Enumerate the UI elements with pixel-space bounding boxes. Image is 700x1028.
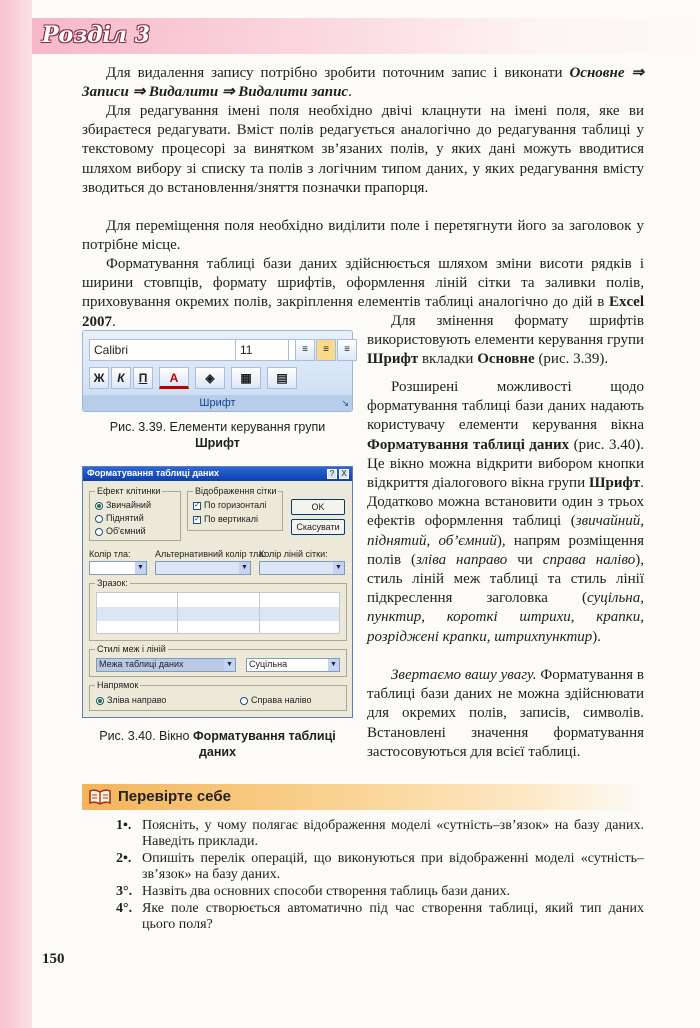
fieldset-legend: Напрямок	[97, 680, 139, 690]
side-decoration-strip	[0, 0, 32, 1028]
paragraph-text: (рис. 3.40). Це вікно можна відкрити вибором кнопки відкриття діалогового вікна групи	[367, 436, 644, 492]
chapter-title: Розділ 3	[42, 22, 150, 48]
horizontal-gridlines-checkbox[interactable]: ✓ По горизонталі	[194, 500, 267, 510]
question-item	[116, 851, 644, 883]
paragraph-text: .	[112, 313, 116, 330]
fieldset-legend: Зразок:	[97, 578, 128, 588]
question-item	[116, 818, 644, 850]
chevron-down-icon: ▼	[333, 562, 344, 574]
bg-color-label: Колір тла:	[89, 549, 131, 559]
sample-fieldset	[89, 578, 347, 641]
font-color-button[interactable]: A	[159, 367, 189, 389]
excel-term: Excel 2007	[82, 294, 644, 330]
sample-preview	[96, 592, 340, 634]
question-text: Яке поле створюється автоматично під час створення таблиці, який тип даних цього поля?	[142, 901, 644, 932]
chevron-down-icon: ▼	[328, 659, 339, 671]
caption-term: Шрифт	[195, 436, 240, 450]
effect-flat-radio[interactable]: Звичайний	[95, 500, 151, 510]
border-type-select[interactable]: Межа таблиці даних ▼	[96, 658, 236, 672]
effect-sunken-radio[interactable]: Об'ємний	[95, 526, 146, 536]
paragraph-advanced-format	[367, 378, 644, 647]
question-number: 3°.	[116, 884, 133, 899]
question-text: Поясніть, у чому полягає відображення моделі «сутність–зв’язок» на базу даних. Наведіть приклади.	[142, 818, 644, 849]
question-item	[116, 901, 644, 933]
paragraph-move-field: Для переміщення поля необхідно виділити поле і перетягнути його за заголовок у потрібне місце.	[82, 218, 644, 254]
alt-bg-color-label: Альтернативний колір тла:	[155, 549, 266, 559]
line-styles-term: суцільна, пунктир, короткі штрихи, крапки, розріджені крапки, штрихпунктир	[367, 590, 644, 645]
paragraph-text: .	[348, 84, 352, 101]
paragraph-attention	[367, 666, 644, 762]
paragraph-text: вкладки	[418, 351, 478, 368]
paragraph-text: (рис. 3.39).	[534, 351, 609, 368]
align-center-icon[interactable]: ≡	[316, 339, 336, 361]
font-ribbon-group	[82, 330, 353, 412]
paragraph-text: ), стиль ліній меж таблиці та стиль лінії підкреслення заголовка (	[367, 551, 645, 607]
line-style-select[interactable]: Суцільна ▼	[246, 658, 340, 672]
caption-term: Форматування таблиці даних	[192, 729, 336, 759]
grid-color-select[interactable]	[259, 561, 345, 575]
gridlines-icon[interactable]: ▦	[231, 367, 261, 389]
alternate-fill-icon[interactable]: ▤	[267, 367, 297, 389]
effect-raised-radio[interactable]: Піднятий	[95, 513, 144, 523]
help-button[interactable]: ?	[327, 469, 337, 479]
font-size-combo[interactable]: 11	[235, 339, 289, 361]
border-styles-fieldset	[89, 644, 347, 677]
paragraph-text: ).	[592, 628, 602, 645]
vertical-gridlines-checkbox[interactable]: ✓ По вертикалі	[194, 514, 259, 524]
underline-button[interactable]: П	[133, 367, 153, 389]
paragraph-text: Форматування таблиці бази даних здійснюється шляхом зміни висоти рядків і ширини стовпців, формату шрифтів, оформлення ліній сітки та заливки полів, приховування окремих полів, закріплення елементів таблиці аналогічно до дій в	[82, 256, 644, 311]
paragraph-font-group	[367, 312, 644, 370]
grid-color-label: Колір ліній сітки:	[259, 549, 328, 559]
question-item	[116, 884, 644, 900]
chevron-down-icon: ▼	[239, 562, 250, 574]
paragraph-text: чи	[507, 551, 543, 568]
fieldset-legend: Стилі меж і ліній	[97, 644, 166, 654]
paragraph-text: Форматування в таблиці бази даних не можна здійснювати для окремих полів, записів, символів. Встановлені значення форматування застосовуються для всієї таблиці.	[367, 667, 644, 760]
font-group-term: Шрифт	[589, 475, 641, 492]
gridlines-fieldset	[187, 486, 283, 531]
page-number: 150	[42, 951, 65, 967]
menu-path: Основне ⇒ Записи ⇒ Видалити ⇒ Видалити запис	[82, 65, 644, 101]
paragraph-text: Для змінення формату шрифтів використовують елементи керування групи	[367, 313, 644, 349]
effects-term: звичайний, піднятий, об’ємний	[367, 513, 644, 549]
question-text: Опишіть перелік операцій, що виконуються при відображенні моделі «сутність–зв’язок» на базу даних.	[142, 851, 644, 882]
font-group-term: Шрифт	[367, 351, 419, 368]
align-left-icon[interactable]: ≡	[295, 339, 315, 361]
check-yourself-title: Перевірте себе	[118, 788, 231, 805]
open-book-icon	[88, 787, 112, 807]
dialog-launcher-icon[interactable]: ↘	[341, 398, 349, 408]
question-number: 1•.	[116, 818, 132, 833]
caption-text: Рис. 3.40. Вікно	[99, 729, 193, 743]
direction-ltr-radio[interactable]: Зліва направо	[96, 695, 166, 705]
paragraph-text: ), напрям розміщення полів (	[367, 532, 644, 568]
fill-color-icon[interactable]: ◈	[195, 367, 225, 389]
align-right-icon[interactable]: ≡	[337, 339, 357, 361]
caption-text: Рис. 3.39. Елементи керування групи	[109, 420, 326, 434]
paragraph-edit-field: Для редагування імені поля необхідно двічі клацнути на імені поля, яке ви збираєтеся редагувати. Вміст полів редагується аналогічно до редагування таблиці у текстовому процесорі за винятком зв’язаних полів, у яких дані можуть вводитися шляхом вибору зі списку та полів з логічним типом даних, у яких редагування вмісту зводиться до встановлення/зняття позначки прапорця.	[82, 103, 644, 196]
paragraph-text: . Додатково можна встановити один з трьох ефектів оформлення таблиці (	[367, 475, 644, 530]
figure-39-caption	[82, 419, 353, 451]
fieldset-legend: Відображення сітки	[195, 486, 277, 496]
paragraph-delete-record	[82, 64, 644, 102]
direction-fieldset	[89, 680, 347, 711]
bg-color-select[interactable]	[89, 561, 147, 575]
cell-effect-fieldset	[89, 486, 181, 541]
chevron-down-icon: ▼	[224, 659, 235, 671]
question-number: 2•.	[116, 851, 132, 866]
format-datasheet-dialog	[82, 466, 353, 718]
figure-40-caption	[82, 728, 353, 760]
questions-list	[116, 818, 644, 934]
direction-rtl-radio[interactable]: Справа наліво	[240, 695, 311, 705]
window-term: Форматування таблиці даних	[367, 436, 570, 453]
question-number: 4°.	[116, 901, 133, 916]
ok-button[interactable]: OK	[291, 499, 345, 515]
attention-term: Звертаємо вашу увагу.	[391, 667, 537, 683]
question-text: Назвіть два основних способи створення таблиць бази даних.	[142, 884, 510, 899]
cancel-button[interactable]: Скасувати	[291, 519, 345, 535]
alt-bg-color-select[interactable]	[155, 561, 251, 575]
bold-button[interactable]: Ж	[89, 367, 109, 389]
ribbon-group-label: Шрифт	[83, 395, 352, 411]
paragraph-text: Для видалення запису потрібно зробити поточним запис і виконати	[106, 65, 570, 81]
paragraph-text: Розширені можливості щодо форматування таблиці бази даних надають користувачу елементи керування вікна	[367, 379, 644, 434]
fieldset-legend: Ефект клітинки	[97, 486, 161, 496]
dialog-title: Форматування таблиці даних	[83, 467, 352, 481]
italic-button[interactable]: К	[111, 367, 131, 389]
home-tab-term: Основне	[477, 351, 535, 368]
close-button[interactable]: X	[339, 469, 349, 479]
chevron-down-icon: ▼	[135, 562, 146, 574]
rtl-term: справа наліво	[542, 551, 636, 568]
font-name-combo[interactable]: Calibri	[89, 339, 301, 361]
ltr-term: зліва направо	[416, 551, 508, 568]
